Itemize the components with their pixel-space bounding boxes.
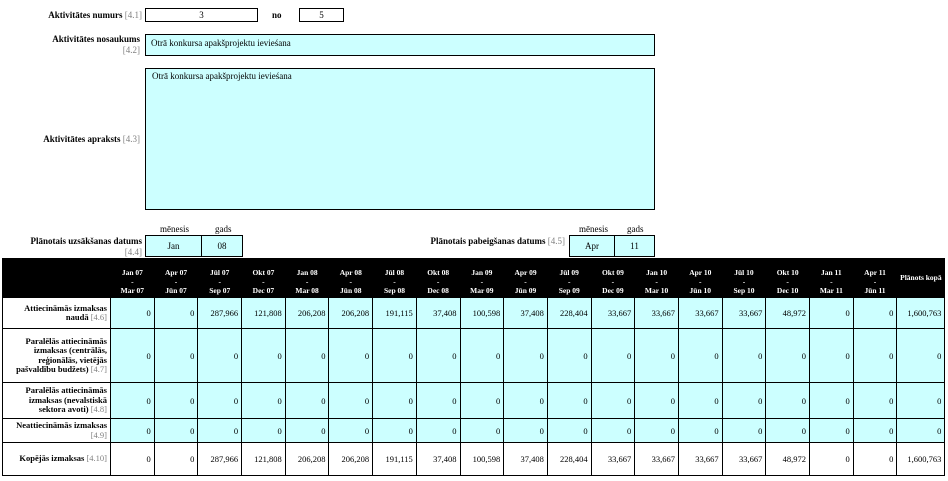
value-cell[interactable]: 0 xyxy=(460,329,504,383)
end-month-field[interactable]: Apr xyxy=(569,235,615,257)
period-header: Jan 11 - Mar 11 xyxy=(810,259,854,298)
activity-number-field[interactable]: 3 xyxy=(145,8,258,22)
value-cell[interactable]: 0 xyxy=(635,329,679,383)
period-header: Jūl 09 - Sep 09 xyxy=(547,259,591,298)
value-cell[interactable]: 0 xyxy=(591,419,635,443)
value-cell[interactable]: 37,408 xyxy=(504,298,548,329)
value-cell: 121,808 xyxy=(242,443,286,476)
start-date-label: Plānotais uzsākšanas datums [4.4] xyxy=(30,236,142,257)
activity-of-label: no xyxy=(272,10,282,20)
value-cell[interactable]: 0 xyxy=(810,419,854,443)
value-cell[interactable]: 0 xyxy=(329,419,373,443)
activity-name-field[interactable]: Otrā konkursa apakšprojektu ievieśana xyxy=(145,34,655,56)
value-cell[interactable]: 228,404 xyxy=(547,298,591,329)
total-header: Plānots kopā xyxy=(897,259,945,298)
row-ref: [4.6] xyxy=(90,312,107,322)
activity-number-label: Aktivitātes numurs [4.1] xyxy=(48,10,142,20)
value-cell[interactable]: 0 xyxy=(635,383,679,419)
value-cell: 287,966 xyxy=(198,443,242,476)
period-header: Okt 10 - Dec 10 xyxy=(766,259,810,298)
period-header: Okt 07 - Dec 07 xyxy=(242,259,286,298)
value-cell: 100,598 xyxy=(460,443,504,476)
activity-description-label: Aktivitātes apraksts [4.3] xyxy=(43,134,140,144)
value-cell: 0 xyxy=(853,443,897,476)
value-cell[interactable]: 33,667 xyxy=(635,298,679,329)
value-cell: 33,667 xyxy=(635,443,679,476)
value-cell: 48,972 xyxy=(766,443,810,476)
value-cell[interactable]: 0 xyxy=(678,419,722,443)
value-cell[interactable]: 0 xyxy=(373,383,417,419)
value-cell[interactable]: 0 xyxy=(416,383,460,419)
value-cell[interactable]: 0 xyxy=(154,419,198,443)
value-cell[interactable]: 0 xyxy=(416,419,460,443)
activity-description-ref: [4.3] xyxy=(122,134,140,144)
value-cell[interactable]: 0 xyxy=(591,383,635,419)
activity-total-field[interactable]: 5 xyxy=(299,8,344,22)
period-header: Jan 10 - Mar 10 xyxy=(635,259,679,298)
end-year-header: gads xyxy=(627,224,644,234)
value-cell[interactable]: 0 xyxy=(111,419,155,443)
period-header: Okt 08 - Dec 08 xyxy=(416,259,460,298)
value-cell[interactable]: 0 xyxy=(460,419,504,443)
value-cell[interactable]: 0 xyxy=(722,383,766,419)
value-cell[interactable]: 0 xyxy=(285,419,329,443)
value-cell: 37,408 xyxy=(416,443,460,476)
value-cell[interactable]: 0 xyxy=(460,383,504,419)
row-total-cell: 0 xyxy=(897,419,945,443)
value-cell[interactable]: 0 xyxy=(853,329,897,383)
value-cell: 0 xyxy=(154,443,198,476)
table-row xyxy=(3,383,945,419)
value-cell[interactable]: 0 xyxy=(635,419,679,443)
period-header: Apr 09 - Jūn 09 xyxy=(504,259,548,298)
value-cell[interactable]: 0 xyxy=(591,329,635,383)
row-label: Attiecināmās izmaksas naudā [4.6] xyxy=(3,298,111,329)
activity-name-label: Aktivitātes nosaukums [4.2] xyxy=(10,34,140,56)
row-total-cell: 1,600,763 xyxy=(897,443,945,476)
cost-table xyxy=(2,258,945,476)
row-total-cell: 0 xyxy=(897,329,945,383)
value-cell[interactable]: 0 xyxy=(766,383,810,419)
period-header: Jūl 07 - Sep 07 xyxy=(198,259,242,298)
value-cell[interactable]: 0 xyxy=(678,329,722,383)
period-header: Apr 10 - Jūn 10 xyxy=(678,259,722,298)
value-cell: 0 xyxy=(111,443,155,476)
value-cell[interactable]: 206,208 xyxy=(285,298,329,329)
start-year-field[interactable]: 08 xyxy=(201,235,243,257)
period-header: Jūl 10 - Sep 10 xyxy=(722,259,766,298)
value-cell: 206,208 xyxy=(329,443,373,476)
table-row xyxy=(3,443,945,476)
period-header: Jan 09 - Mar 09 xyxy=(460,259,504,298)
value-cell[interactable]: 0 xyxy=(242,419,286,443)
period-header: Apr 08 - Jūn 08 xyxy=(329,259,373,298)
value-cell[interactable]: 0 xyxy=(111,298,155,329)
value-cell[interactable]: 33,667 xyxy=(722,298,766,329)
value-cell: 33,667 xyxy=(722,443,766,476)
value-cell[interactable]: 0 xyxy=(285,383,329,419)
value-cell[interactable]: 0 xyxy=(373,419,417,443)
value-cell[interactable]: 0 xyxy=(810,298,854,329)
value-cell[interactable]: 287,966 xyxy=(198,298,242,329)
value-cell[interactable]: 0 xyxy=(547,383,591,419)
period-header: Okt 09 - Dec 09 xyxy=(591,259,635,298)
value-cell[interactable]: 0 xyxy=(198,329,242,383)
value-cell[interactable]: 0 xyxy=(111,329,155,383)
value-cell: 228,404 xyxy=(547,443,591,476)
end-month-header: mēnesis xyxy=(579,224,608,234)
row-label: Paralēlās attiecināmās izmaksas (centrālās, reģionālās, vietējās pašvaldību budžets) [4.7] xyxy=(3,329,111,383)
value-cell[interactable]: 0 xyxy=(154,383,198,419)
value-cell[interactable]: 0 xyxy=(547,329,591,383)
table-row xyxy=(3,329,945,383)
value-cell[interactable]: 0 xyxy=(547,419,591,443)
period-header: Jan 08 - Mar 08 xyxy=(285,259,329,298)
value-cell[interactable]: 0 xyxy=(416,329,460,383)
value-cell[interactable]: 100,598 xyxy=(460,298,504,329)
value-cell[interactable]: 0 xyxy=(154,329,198,383)
end-date-label: Plānotais pabeigšanas datums [4.5] xyxy=(430,236,565,246)
period-header: Apr 11 - Jūn 11 xyxy=(853,259,897,298)
value-cell[interactable]: 0 xyxy=(329,329,373,383)
value-cell: 0 xyxy=(810,443,854,476)
value-cell: 206,208 xyxy=(285,443,329,476)
activity-number-ref: [4.1] xyxy=(124,10,142,20)
value-cell[interactable]: 0 xyxy=(154,298,198,329)
row-label: Neattiecināmās izmaksas [4.9] xyxy=(3,419,111,443)
value-cell[interactable]: 33,667 xyxy=(678,298,722,329)
value-cell[interactable]: 191,115 xyxy=(373,298,417,329)
value-cell[interactable]: 0 xyxy=(198,383,242,419)
value-cell[interactable]: 48,972 xyxy=(766,298,810,329)
value-cell[interactable]: 0 xyxy=(504,383,548,419)
value-cell: 37,408 xyxy=(504,443,548,476)
period-header: Jūl 08 - Sep 08 xyxy=(373,259,417,298)
row-label: Kopējās izmaksas [4.10] xyxy=(3,443,111,476)
start-month-header: mēnesis xyxy=(160,224,189,234)
value-cell[interactable]: 37,408 xyxy=(416,298,460,329)
value-cell[interactable]: 0 xyxy=(504,419,548,443)
row-ref: [4.10] xyxy=(86,453,107,464)
start-year-header: gads xyxy=(215,224,232,234)
value-cell: 191,115 xyxy=(373,443,417,476)
value-cell[interactable]: 0 xyxy=(504,329,548,383)
row-total-cell: 1,600,763 xyxy=(897,298,945,329)
period-header: Jan 07 - Mar 07 xyxy=(111,259,155,298)
row-ref: [4.9] xyxy=(90,429,107,440)
start-month-field[interactable]: Jan xyxy=(145,235,202,257)
activity-description-field[interactable]: Otrā konkursa apakšprojektu ievieśana xyxy=(145,68,655,210)
value-cell[interactable]: 0 xyxy=(810,329,854,383)
cost-table-header xyxy=(3,259,945,298)
value-cell[interactable]: 0 xyxy=(853,298,897,329)
row-label: Paralēlās attiecināmās izmaksas (nevalstiskā sektora avoti) [4.8] xyxy=(3,383,111,419)
value-cell[interactable]: 0 xyxy=(329,383,373,419)
value-cell: 33,667 xyxy=(591,443,635,476)
row-label-header xyxy=(3,259,111,298)
row-total-cell: 0 xyxy=(897,383,945,419)
value-cell[interactable]: 0 xyxy=(722,419,766,443)
value-cell[interactable]: 0 xyxy=(242,329,286,383)
value-cell: 33,667 xyxy=(678,443,722,476)
end-date-ref: [4.5] xyxy=(547,236,565,246)
start-date-ref: [4.4] xyxy=(124,247,142,257)
value-cell[interactable]: 0 xyxy=(766,419,810,443)
value-cell[interactable]: 33,667 xyxy=(591,298,635,329)
table-row xyxy=(3,419,945,443)
row-ref: [4.8] xyxy=(90,404,107,415)
value-cell[interactable]: 0 xyxy=(285,329,329,383)
activity-name-ref: [4.2] xyxy=(122,45,140,55)
period-header: Apr 07 - Jūn 07 xyxy=(154,259,198,298)
value-cell[interactable]: 0 xyxy=(853,383,897,419)
value-cell[interactable]: 0 xyxy=(198,419,242,443)
value-cell[interactable]: 0 xyxy=(810,383,854,419)
value-cell[interactable]: 0 xyxy=(766,329,810,383)
end-year-field[interactable]: 11 xyxy=(614,235,655,257)
value-cell[interactable]: 121,808 xyxy=(242,298,286,329)
value-cell[interactable]: 206,208 xyxy=(329,298,373,329)
value-cell[interactable]: 0 xyxy=(853,419,897,443)
value-cell[interactable]: 0 xyxy=(373,329,417,383)
table-row xyxy=(3,298,945,329)
value-cell[interactable]: 0 xyxy=(111,383,155,419)
value-cell[interactable]: 0 xyxy=(242,383,286,419)
value-cell[interactable]: 0 xyxy=(722,329,766,383)
value-cell[interactable]: 0 xyxy=(678,383,722,419)
row-ref: [4.7] xyxy=(90,364,107,374)
